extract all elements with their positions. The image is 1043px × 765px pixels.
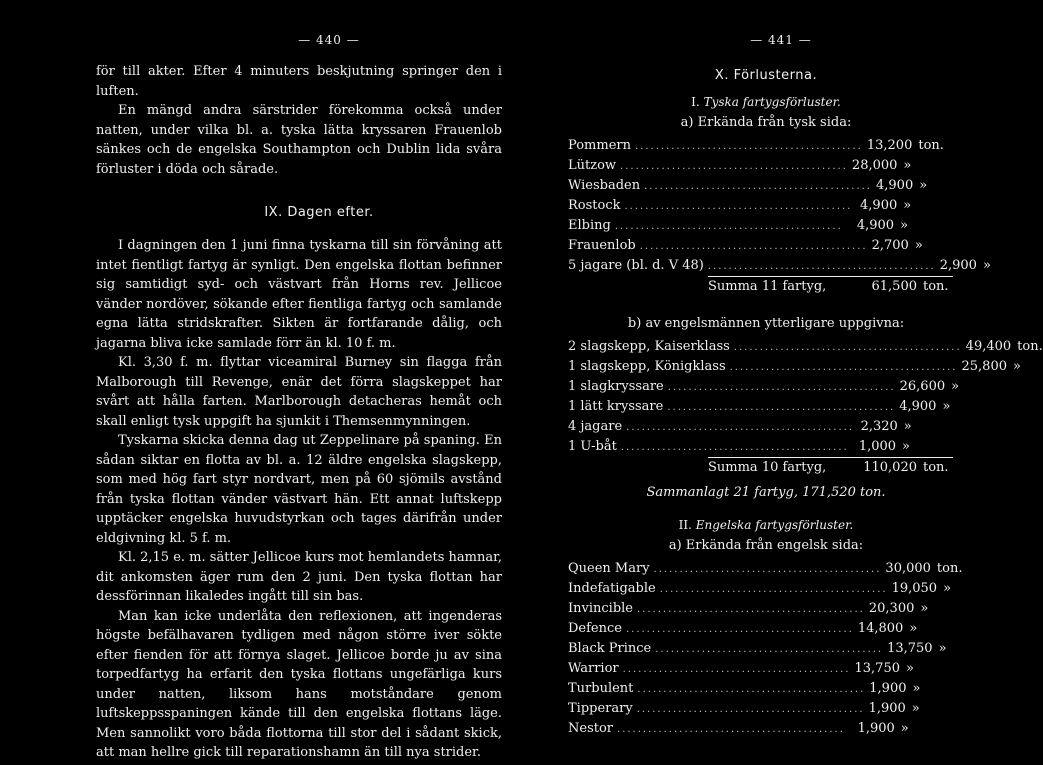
sum-unit: ton. [923,460,949,475]
unit: » [900,721,909,736]
loss-table-a [568,136,991,276]
tonnage: 14,800 [857,621,904,636]
left-text-b [96,236,502,763]
ship-name: Frauenlob [568,238,636,253]
paragraph: Kl. 2,15 e. m. sätter Jellicoe kurs mot hemlandets hamnar, dit ankomsten äger rum den 2 juni. Den tyska flottan har dessförinnan likaledes ingått till sin bas. [96,550,502,604]
dot-leader: ............................................ [626,422,855,433]
table-row [568,176,928,196]
tonnage: 25,800 [961,359,1007,374]
left-page [0,0,512,765]
table-row [568,337,1043,357]
paragraph: I dagningen den 1 juni finna tyskarna till sin förvåning att intet fientligt fartyg är synligt. Den engelska flottan befinner sig samtidigt syd- och västvart från Horns rev. Jellicoe vänder nordöver, sökande efter fientliga fartyg och samlande egna lätta stridskrafter. Sikten är fortfarande dålig, och jagarna bliva icke samlade förr än kl. 10 f. m. [96,238,502,351]
table-row [568,196,923,216]
ship-name: Indefatigable [568,581,656,596]
unit: » [914,238,923,253]
table-row [568,559,963,579]
table-row [568,719,923,739]
right-page [540,0,1043,765]
ship-name: Rostock [568,198,621,213]
page-number: — 441 — [750,33,812,47]
grand-total: Sammanlagt 21 fartyg, 171,520 ton. [646,485,886,500]
tonnage: 1,900 [869,681,907,696]
table-row [568,417,923,437]
dot-leader: ............................................ [620,161,848,172]
dot-leader: ............................................ [653,564,882,575]
dot-leader: ............................................ [634,141,863,152]
unit: ton. [918,138,944,153]
tonnage: 1,900 [857,721,895,736]
loss-table-b [568,337,1043,457]
table-row [568,156,923,176]
dot-leader: ............................................ [659,584,888,595]
ship-name: Elbing [568,218,611,233]
paragraph: Kl. 3,30 f. m. flyttar viceamiral Burney sin flagga från Malborough till Revenge, enär det förra slagskeppet har svårt att hålla farten. Marlborough detacheras hemåt och skall enligt tysk uppgift ha sjunkit i Themsenmynningen. [96,355,502,429]
section-heading: IX. Dagen efter. [264,205,374,220]
tonnage: 2,700 [871,238,909,253]
table-row [568,679,923,699]
table-row [568,216,923,236]
sum-row [708,276,953,296]
ship-name: 4 jagare [568,419,623,434]
ship-name: Turbulent [568,681,634,696]
sum-value: 61,500 [871,279,917,294]
dot-leader: ............................................ [636,704,865,715]
unit: » [938,641,947,656]
tonnage: 4,900 [876,178,914,193]
tonnage: 4,900 [856,218,895,233]
table-row [568,579,952,599]
subsection-label: Tyska fartygsförluster. [703,95,841,109]
tonnage: 2,320 [860,419,898,434]
table-row [568,357,1021,377]
table-row [568,377,960,397]
dot-leader: ............................................ [644,181,872,192]
unit: » [1013,359,1021,374]
unit: » [951,379,960,394]
dot-leader: ............................................ [733,342,962,353]
unit: » [942,399,951,414]
ship-name: Queen Mary [568,561,650,576]
ship-name: Tipperary [568,701,633,716]
unit: » [903,158,912,173]
ship-name: 1 lätt kryssare [568,399,664,414]
unit: ton. [936,561,963,576]
dot-leader: ............................................ [624,201,853,212]
unit: » [906,661,914,676]
table-row [568,256,991,276]
unit: » [920,601,929,616]
dot-leader: ............................................ [639,241,868,252]
dot-leader: ............................................ [707,261,936,272]
tonnage: 26,600 [899,379,946,394]
ship-name: 1 slagkryssare [568,379,664,394]
paragraph: Man kan icke underlåta den reflexionen, att ingenderas högste befälhavaren tydligen med någon större iver sökte efter fienden för att förnya slaget. Jellicoe borde ju av sina torpedfartyg ha erfarit den tyska flottans ungefärliga kurs under natten, liksom hans motståndare genom luftskeppsspaningen kände till den engelska flottans läge. Men sannolikt voro båda flottorna till stor del i sådant skick, att man hellre gick till reparationshamn än till nya strider. [96,608,502,760]
subsection-prefix: II. [678,518,692,532]
ship-name: Warrior [568,661,619,676]
unit: » [912,681,921,696]
tonnage: 30,000 [885,561,931,576]
paragraph: för till akter. Efter 4 minuters beskjutning springer den i luften. [96,64,502,99]
subsection-title [568,518,964,532]
ship-name: Lützow [568,158,617,173]
tonnage: 4,900 [899,399,937,414]
unit: » [982,258,991,273]
group-heading: a) Erkända från tysk sida: [680,115,852,130]
tonnage: 1,900 [868,701,906,716]
ship-name: Defence [568,621,622,636]
table-row [568,236,923,256]
unit: » [903,198,912,213]
sum-value: 110,020 [863,460,917,475]
dot-leader: ............................................ [622,664,851,675]
ship-name: Pommern [568,138,631,153]
tonnage: 4,900 [860,198,898,213]
table-row [568,599,929,619]
page-number: — 440 — [298,33,360,47]
tonnage: 20,300 [868,601,915,616]
sum-label: Summa 10 fartyg, [708,460,827,475]
tonnage: 2,900 [939,258,977,273]
table-row [568,619,923,639]
ship-name: Invincible [568,601,633,616]
table-row [568,136,944,156]
unit: » [943,581,952,596]
unit: » [902,439,910,454]
tonnage: 1,000 [858,439,897,454]
sum-unit: ton. [923,279,949,294]
left-text-a [96,62,502,179]
table-row [568,659,923,679]
table-row [568,699,923,719]
ship-name: 1 U-båt [568,439,617,454]
table-row [568,437,923,457]
dot-leader: ............................................ [620,442,849,453]
unit: » [919,178,928,193]
tonnage: 19,050 [891,581,938,596]
unit: » [900,218,909,233]
dot-leader: ............................................ [617,724,845,735]
dot-leader: ............................................ [625,624,854,635]
tonnage: 13,200 [866,138,913,153]
table-row [568,397,951,417]
section-title: X. Förlusterna. [714,68,818,83]
dot-leader: ............................................ [637,604,865,615]
group-heading: a) Erkända från engelsk sida: [668,538,864,553]
ship-name: Wiesbaden [568,178,641,193]
sum-row [708,457,953,477]
tonnage: 13,750 [854,661,900,676]
unit: » [909,621,918,636]
subsection-title [568,95,964,109]
dot-leader: ............................................ [637,684,866,695]
dot-leader: ............................................ [729,362,958,373]
ship-name: 1 slagskepp, Königklass [568,359,726,374]
subsection-prefix: I. [691,95,700,109]
group-heading: b) av engelsmännen ytterligare uppgivna: [627,316,905,331]
unit: » [911,701,920,716]
tonnage: 28,000 [851,158,898,173]
paragraph: Tyskarna skicka denna dag ut Zeppelinare på spaning. En sådan siktar en flotta av bl. a. 12 äldre engelska slagskepp, som med hög fart styr nordvart, men på 60 sjömils avstånd från tyska flottan vänder västvart hän. Ett annat luftskepp upptäcker engelska huvudstyrkan och tages därifrån under eldgivning kl. 5 f. m. [96,433,502,546]
ship-name: Black Prince [568,641,652,656]
dot-leader: ............................................ [614,221,843,232]
ship-name: 2 slagskepp, Kaiserklass [568,339,730,354]
tonnage: 13,750 [887,641,933,656]
unit: ton. [1017,339,1043,354]
table-row [568,639,947,659]
loss-table-c [568,559,963,739]
dot-leader: ............................................ [667,402,896,413]
sum-label: Summa 11 fartyg, [708,279,827,294]
subsection-label: Engelska fartygsförluster. [695,518,854,532]
paragraph: En mängd andra särstrider förekomma också under natten, under vilka bl. a. tyska lätta kryssaren Frauenlob sänkes och de engelska Southampton och Dublin lida svåra förluster i döda och sårade. [96,103,502,177]
ship-name: 5 jagare (bl. d. V 48) [568,258,704,273]
dot-leader: ............................................ [655,644,884,655]
tonnage: 49,400 [965,339,1012,354]
dot-leader: ............................................ [667,382,896,393]
ship-name: Nestor [568,721,614,736]
unit: » [903,419,912,434]
